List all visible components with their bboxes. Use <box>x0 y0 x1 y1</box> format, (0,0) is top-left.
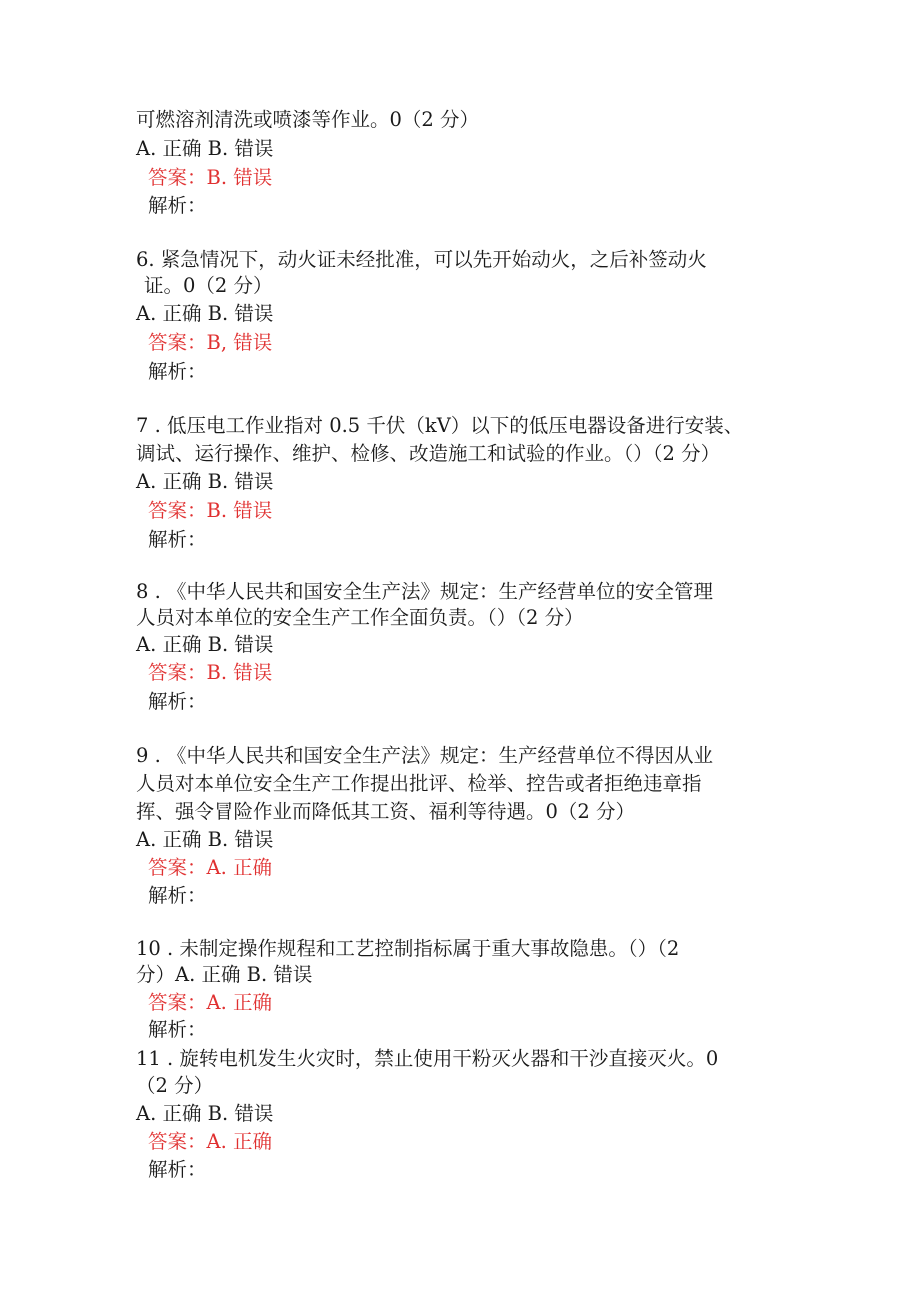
question-5-answer: 答案：B. 错误 <box>148 166 273 189</box>
question-8-analysis: 解析： <box>148 690 207 713</box>
question-10-stem-line-1: 10 . 未制定操作规程和工艺控制指标属于重大事故隐患。（）（2 <box>136 937 680 960</box>
question-7-analysis: 解析： <box>148 528 207 551</box>
question-9-analysis: 解析： <box>148 884 207 907</box>
question-6-stem-line-1: 6. 紧急情况下，动火证未经批准，可以先开始动火，之后补签动火 <box>136 248 707 271</box>
question-7-options: A. 正确 B. 错误 <box>136 470 274 493</box>
question-9-answer: 答案：A. 正确 <box>148 856 272 879</box>
question-10-analysis: 解析： <box>148 1018 207 1041</box>
question-7-stem-line-1: 7 . 低压电工作业指对 0.5 千伏（kV）以下的低压电器设备进行安装、 <box>136 414 744 437</box>
question-8-answer: 答案：B. 错误 <box>148 661 273 684</box>
question-10-stem-line-2: 分）A. 正确 B. 错误 <box>136 963 313 986</box>
question-7-stem-line-2: 调试、运行操作、维护、检修、改造施工和试验的作业。（）（2 分） <box>136 442 721 465</box>
question-11-analysis: 解析： <box>148 1158 207 1181</box>
question-8-options: A. 正确 B. 错误 <box>136 633 274 656</box>
question-11-answer: 答案：A. 正确 <box>148 1130 272 1153</box>
question-6-stem-line-2: 证。0（2 分） <box>144 274 273 297</box>
question-11-options: A. 正确 B. 错误 <box>136 1102 274 1125</box>
question-7-answer: 答案：B. 错误 <box>148 499 273 522</box>
question-11-stem-line-2: （2 分） <box>136 1074 214 1097</box>
question-8-stem-line-1: 8 . 《中华人民共和国安全生产法》规定：生产经营单位的安全管理 <box>136 580 714 603</box>
question-9-stem-line-3: 挥、强令冒险作业而降低其工资、福利等待遇。0（2 分） <box>136 800 636 823</box>
question-9-options: A. 正确 B. 错误 <box>136 828 274 851</box>
question-11-stem-line-1: 11 . 旋转电机发生火灾时，禁止使用干粉灭火器和干沙直接灭火。0 <box>136 1047 719 1070</box>
question-5-stem-line-2: 可燃溶剂清洗或喷漆等作业。0（2 分） <box>136 108 480 131</box>
question-6-analysis: 解析： <box>148 360 207 383</box>
question-5-analysis: 解析： <box>148 194 207 217</box>
question-8-stem-line-2: 人员对本单位的安全生产工作全面负责。（）（2 分） <box>136 606 584 629</box>
question-6-answer: 答案：B, 错误 <box>148 331 273 354</box>
question-6-options: A. 正确 B. 错误 <box>136 302 274 325</box>
question-9-stem-line-1: 9 . 《中华人民共和国安全生产法》规定：生产经营单位不得因从业 <box>136 744 714 767</box>
question-9-stem-line-2: 人员对本单位安全生产工作提出批评、检举、控告或者拒绝违章指 <box>136 772 702 795</box>
question-5-options: A. 正确 B. 错误 <box>136 137 274 160</box>
question-10-answer: 答案：A. 正确 <box>148 991 272 1014</box>
